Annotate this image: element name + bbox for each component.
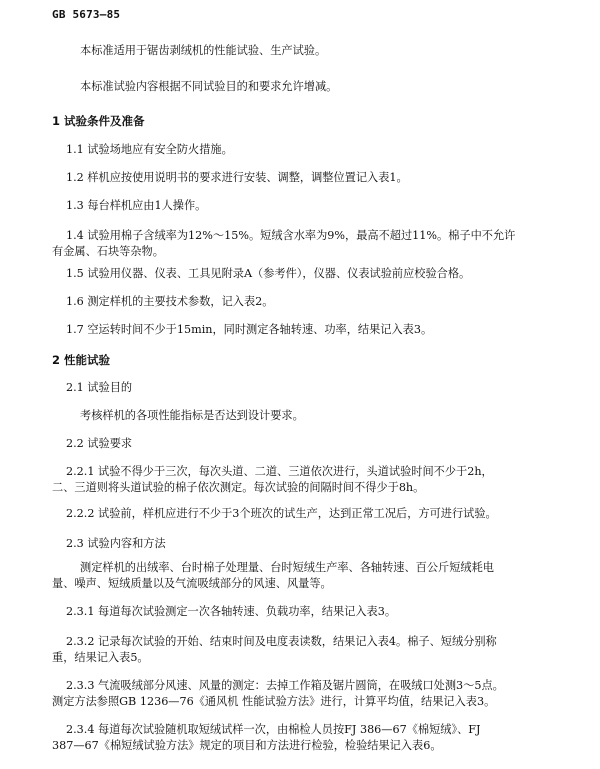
clause-2-3-2-line-2: 重，结果记入表5。 [52, 651, 149, 664]
clause-2-3-4-line-2: 387—67《棉短绒试验方法》规定的项目和方法进行检验，检验结果记入表6。 [52, 739, 442, 752]
clause-2-3-2-line-1: 2.3.2 记录每次试验的开始、结束时间及电度表读数，结果记入表4。棉子、短绒分别称 [66, 635, 497, 648]
clause-2-2-heading: 2.2 试验要求 [66, 437, 133, 450]
clause-2-3-1: 2.3.1 每道每次试验测定一次各轴转速、负载功率，结果记入表3。 [66, 605, 397, 618]
clause-1-1: 1.1 试验场地应有安全防火措施。 [66, 143, 233, 156]
clause-1-5: 1.5 试验用仪器、仪表、工具见附录A（参考件），仪器、仪表试验前应校验合格。 [66, 267, 471, 280]
clause-2-2-2: 2.2.2 试验前，样机应进行不少于3个班次的试生产，达到正常工况后，方可进行试验。 [66, 507, 497, 520]
clause-2-3-4-line-1: 2.3.4 每道每次试验随机取短绒试样一次，由棉检人员按FJ 386—67《棉短绒》、FJ [66, 723, 481, 736]
intro-paragraph-2: 本标准试验内容根据不同试验目的和要求允许增减。 [80, 80, 338, 93]
clause-1-2: 1.2 样机应按使用说明书的要求进行安装、调整，调整位置记入表1。 [66, 171, 408, 184]
clause-2-3-text-line-2: 量、噪声、短绒质量以及气流吸绒部分的风速、风量等。 [52, 577, 332, 590]
clause-1-6: 1.6 测定样机的主要技术参数，记入表2。 [66, 295, 274, 308]
section-1-heading: 1 试验条件及准备 [52, 114, 145, 128]
section-2-heading: 2 性能试验 [52, 353, 111, 367]
clause-1-7: 1.7 空运转时间不少于15min，同时测定各轴转速、功率，结果记入表3。 [66, 323, 433, 336]
clause-2-1-heading: 2.1 试验目的 [66, 381, 133, 394]
clause-2-3-3-line-2: 测定方法参照GB 1236—76《通风机 性能试验方法》进行，计算平均值，结果记入表3。 [52, 695, 496, 708]
clause-1-3: 1.3 每台样机应由1人操作。 [66, 199, 207, 212]
clause-2-3-text-line-1: 测定样机的出绒率、台时棉子处理量、台时短绒生产率、各轴转速、百公斤短绒耗电 [80, 561, 494, 574]
clause-2-3-3-line-1: 2.3.3 气流吸绒部分风速、风量的测定：去掉工作箱及锯片圆筒，在吸绒口处测3～5点。 [66, 679, 504, 692]
clause-2-2-1-line-2: 二、三道则将头道试验的棉子依次测定。每次试验的间隔时间不得少于8h。 [52, 481, 425, 494]
clause-2-3-heading: 2.3 试验内容和方法 [66, 537, 166, 550]
clause-1-4-line-2: 有金属、石块等杂物。 [52, 245, 164, 258]
clause-2-2-1-line-1: 2.2.1 试验不得少于三次，每次头道、二道、三道依次进行，头道试验时间不少于2h， [66, 465, 493, 478]
clause-2-1-text: 考核样机的各项性能指标是否达到设计要求。 [80, 409, 304, 422]
standard-code-header: GB 5673—85 [52, 8, 121, 21]
intro-paragraph-1: 本标准适用于锯齿剥绒机的性能试验、生产试验。 [80, 44, 327, 57]
clause-1-4-line-1: 1.4 试验用棉子含绒率为12%～15%。短绒含水率为9%，最高不超过11%。棉子中不允许 [66, 229, 516, 242]
